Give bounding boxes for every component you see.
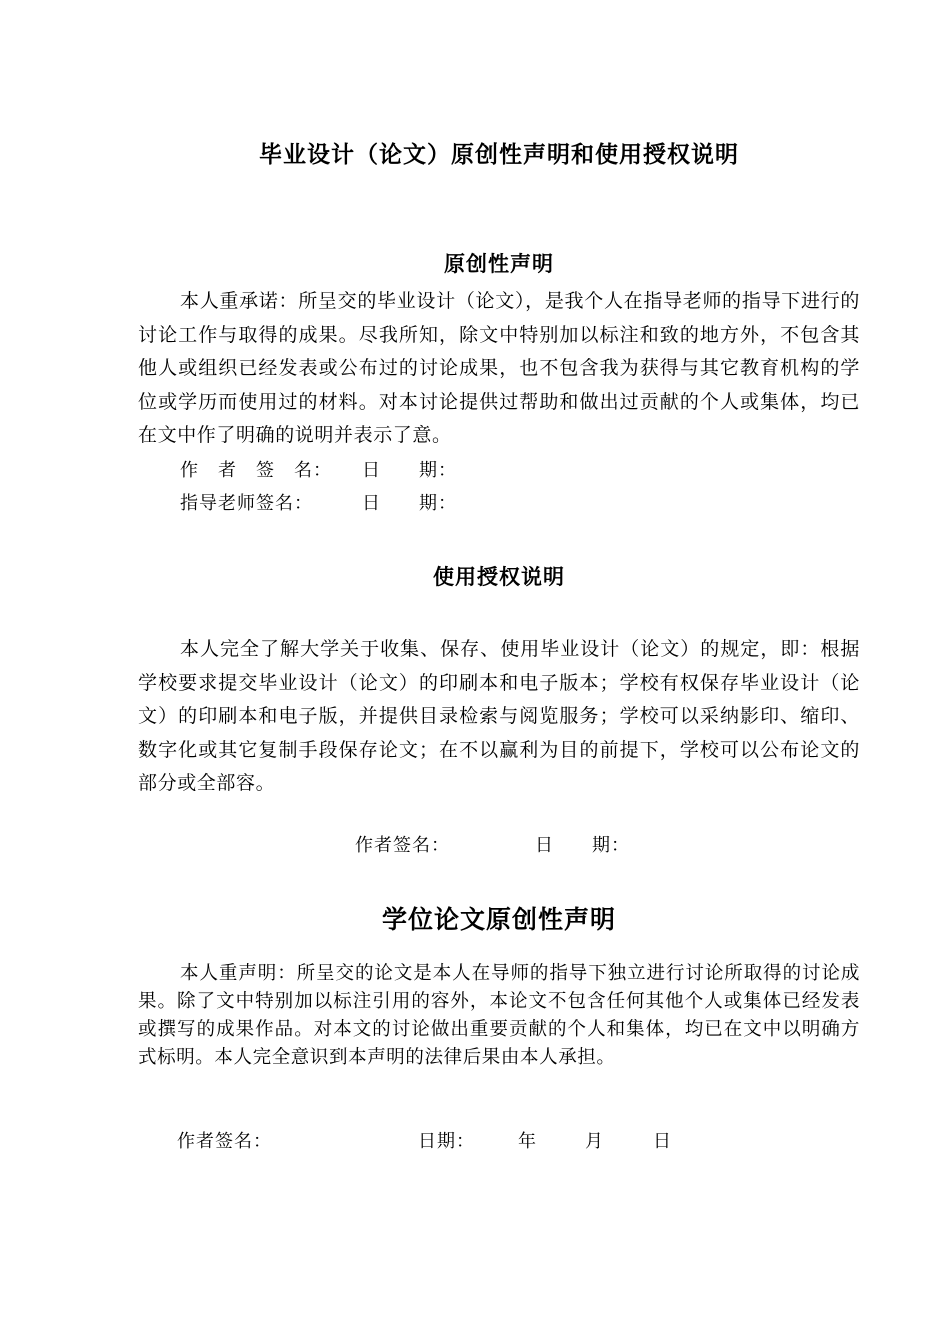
originality-advisor-sign-label: 指导老师签名： [180,493,313,514]
document-title: 毕业设计（论文）原创性声明和使用授权说明 [259,141,739,168]
degree-year-label: 年 [518,1131,537,1152]
authorization-heading: 使用授权说明 [433,564,565,589]
degree-heading: 学位论文原创性声明 [381,905,616,934]
originality-date-label: 日 期： [362,460,457,481]
authorization-date-label: 日 期： [535,835,630,856]
degree-date-label: 日期： [418,1131,475,1152]
degree-day-label: 日 [653,1131,672,1152]
authorization-author-sign-label: 作者签名： [355,835,450,856]
authorization-body: 本人完全了解大学关于收集、保存、使用毕业设计（论文）的规定，即：根据学校要求提交毕业设计（论文）的印刷本和电子版本；学校有权保存毕业设计（论文）的印刷本和电子版，并提供目录检索与阅览服务；学校可以采纳影印、缩印、数字化或其它复制手段保存论文；在不以赢利为目的前提下，学校可以公布论文的部分或全部容。 [138,638,860,794]
originality-heading: 原创性声明 [444,251,554,276]
originality-advisor-date-label: 日 期： [362,493,457,514]
degree-body: 本人重声明：所呈交的论文是本人在导师的指导下独立进行讨论所取得的讨论成果。除了文中特别加以标注引用的容外，本论文不包含任何其他个人或集体已经发表或撰写的成果作品。对本文的讨论做出重要贡献的个人和集体，均已在文中以明确方式标明。本人完全意识到本声明的法律后果由本人承担。 [138,963,860,1068]
degree-author-sign-label: 作者签名： [177,1131,272,1152]
degree-month-label: 月 [585,1131,604,1152]
originality-body: 本人重承诺：所呈交的毕业设计（论文），是我个人在指导老师的指导下进行的讨论工作与取得的成果。尽我所知，除文中特别加以标注和致的地方外，不包含其他人或组织已经发表或公布过的讨论成果，也不包含我为获得与其它教育机构的学位或学历而使用过的材料。对本讨论提供过帮助和做出过贡献的个人或集体，均已在文中作了明确的说明并表示了意。 [138,290,860,446]
originality-author-sign-label: 作 者 签 名： [180,460,332,481]
